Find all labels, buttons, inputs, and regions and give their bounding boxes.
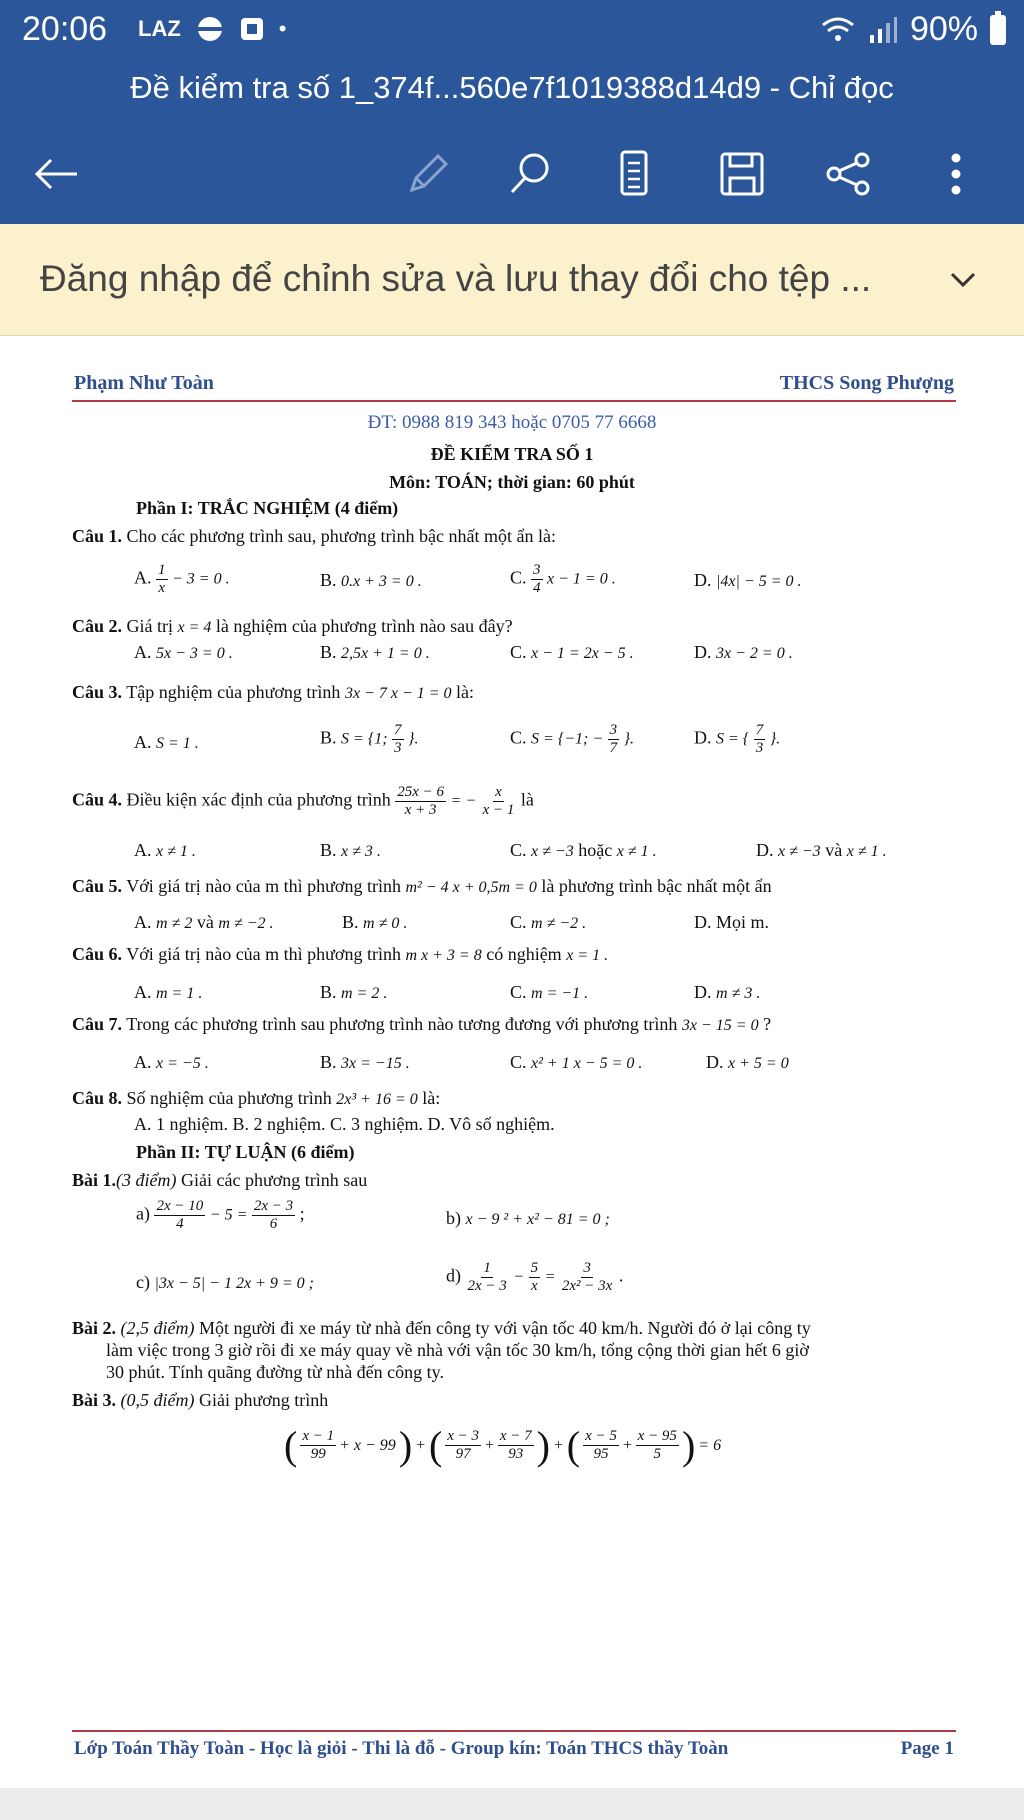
q7-option-d: D. x + 5 = 0 bbox=[706, 1052, 789, 1072]
q7-option-c: C. x² + 1 x − 5 = 0 . bbox=[510, 1052, 643, 1072]
phone-line: ĐT: 0988 819 343 hoặc 0705 77 6668 bbox=[367, 412, 657, 433]
q6-option-a: A. m = 1 . bbox=[134, 982, 203, 1002]
q1-option-a: A. $\frac{1}{x}$ − 3 = 0 . bbox=[134, 562, 230, 596]
q5-option-b: B. m ≠ 0 . bbox=[342, 912, 408, 932]
square-icon bbox=[239, 16, 265, 42]
toolbar bbox=[0, 124, 1024, 224]
document-title: Đề kiểm tra số 1_374f...560e7f1019388d14d9 - Chỉ đọc bbox=[0, 64, 1024, 124]
q2-option-a: A. 5x − 3 = 0 . bbox=[134, 642, 233, 662]
question-6: Câu 6. Với giá trị nào của m thì phương trình m x + 3 = 8 có nghiệm x = 1 . bbox=[72, 944, 609, 964]
header-rule bbox=[72, 400, 956, 402]
question-5: Câu 5. Với giá trị nào của m thì phương trình m² − 4 x + 0,5m = 0 là phương trình bậc nhất một ẩn bbox=[72, 876, 772, 896]
q2-option-b: B. 2,5x + 1 = 0 . bbox=[320, 642, 430, 662]
signal-icon bbox=[868, 15, 898, 45]
exercise-1: Bài 1.(3 điểm) Giải các phương trình sau bbox=[72, 1170, 368, 1190]
pen-icon[interactable] bbox=[398, 144, 458, 204]
document-page bbox=[0, 336, 1024, 1788]
q1-option-c: C. $\frac{3}{4}$ x − 1 = 0 . bbox=[510, 562, 616, 596]
header-school: THCS Song Phượng bbox=[779, 372, 954, 394]
ex1-part-d: d) $\frac{1}{2x - 3}$ − $\frac{5}{x}$ = $\frac{3}{\text{2x² − 3x}}$ . bbox=[446, 1260, 624, 1294]
q4-option-b: B. x ≠ 3 . bbox=[320, 840, 381, 860]
back-arrow-icon[interactable] bbox=[26, 144, 86, 204]
exam-subject: Môn: TOÁN; thời gian: 60 phút bbox=[389, 472, 635, 492]
share-icon[interactable] bbox=[818, 144, 878, 204]
status-bar bbox=[0, 0, 1024, 64]
q3-option-a: A. S = 1 . bbox=[134, 732, 199, 752]
q6-option-d: D. m ≠ 3 . bbox=[694, 982, 761, 1002]
reader-view-icon[interactable] bbox=[604, 144, 664, 204]
question-4: Câu 4. Điều kiện xác định của phương trình $\frac{25x - 6}{x + 3}$ = − $\frac{x}{x - 1}$ là bbox=[72, 784, 534, 818]
part2-heading: Phần II: TỰ LUẬN (6 điểm) bbox=[136, 1142, 355, 1162]
q1-option-d: D. |4x| − 5 = 0 . bbox=[694, 570, 802, 590]
q5-option-a: A. m ≠ 2 và m ≠ −2 . bbox=[134, 912, 274, 932]
battery-icon bbox=[990, 15, 1006, 45]
sign-in-banner[interactable] bbox=[0, 224, 1024, 336]
status-time: 20:06 bbox=[22, 10, 108, 48]
q8-answers: A. 1 nghiệm. B. 2 nghiệm. C. 3 nghiệm. D. Vô số nghiệm. bbox=[134, 1114, 555, 1134]
q6-option-b: B. m = 2 . bbox=[320, 982, 388, 1002]
header-author: Phạm Như Toàn bbox=[74, 372, 214, 394]
footer-rule bbox=[72, 1730, 956, 1732]
ex1-part-b: b) x − 9 ² + x² − 81 = 0 ; bbox=[446, 1208, 610, 1228]
circle-icon bbox=[195, 14, 225, 44]
more-icon[interactable] bbox=[926, 144, 986, 204]
battery-level: 90% bbox=[909, 10, 978, 48]
exercise-3: Bài 3. (0,5 điểm) Giải phương trình bbox=[72, 1390, 329, 1410]
ex3-equation: ( $\frac{x - 1}{99}$ + x − 99 ) + ( $\frac{x - 3}{97}$ + $\frac{x - 7}{93}$ ) + ( $\frac{x - 5}{95}$ + $\frac{x - 95}{5}$ ) = 6 bbox=[284, 1423, 722, 1468]
q3-option-c: C. S = {−1; − $\frac{3}{7}$ }. bbox=[510, 722, 635, 756]
q4-option-d: D. x ≠ −3 và x ≠ 1 . bbox=[756, 840, 887, 860]
banner-message: Đăng nhập để chỉnh sửa và lưu thay đổi cho tệp ... bbox=[40, 258, 872, 299]
q6-option-c: C. m = −1 . bbox=[510, 982, 589, 1002]
search-icon[interactable] bbox=[500, 144, 560, 204]
q3-option-d: D. S = { $\frac{7}{3}$ }. bbox=[694, 722, 781, 756]
exercise-2-line2: làm việc trong 3 giờ rồi đi xe máy quay về nhà với vận tốc 30 km/h, tổng cộng thời gian hết 6 giờ bbox=[106, 1340, 809, 1360]
q2-option-c: C. x − 1 = 2x − 5 . bbox=[510, 642, 634, 662]
q7-option-a: A. x = −5 . bbox=[134, 1052, 209, 1072]
question-2: Câu 2. Giá trị x = 4 là nghiệm của phương trình nào sau đây? bbox=[72, 616, 513, 636]
question-8: Câu 8. Số nghiệm của phương trình 2x³ + 16 = 0 là: bbox=[72, 1088, 441, 1108]
q5-option-d: D. Mọi m. bbox=[694, 912, 770, 932]
part1-heading: Phần I: TRẮC NGHIỆM (4 điểm) bbox=[136, 498, 399, 518]
q4-option-c: C. x ≠ −3 hoặc x ≠ 1 . bbox=[510, 840, 657, 860]
wifi-icon bbox=[820, 15, 856, 45]
exam-title: ĐỀ KIỂM TRA SỐ 1 bbox=[430, 444, 594, 464]
exercise-2: Bài 2. (2,5 điểm) Một người đi xe máy từ nhà đến công ty với vận tốc 40 km/h. Người đó ở lại công ty bbox=[72, 1318, 811, 1338]
question-1: Câu 1. Cho các phương trình sau, phương trình bậc nhất một ẩn là: bbox=[72, 526, 556, 546]
laz-icon: LAZ bbox=[138, 16, 181, 41]
ex1-part-c: c) |3x − 5| − 1 2x + 9 = 0 ; bbox=[136, 1272, 314, 1292]
question-3: Câu 3. Tập nghiệm của phương trình 3x − 7 x − 1 = 0 là: bbox=[72, 682, 475, 702]
dot-icon: • bbox=[278, 16, 287, 41]
question-7: Câu 7. Trong các phương trình sau phương trình nào tương đương với phương trình 3x − 15 = 0 ? bbox=[72, 1014, 772, 1034]
chevron-down-icon[interactable] bbox=[946, 262, 980, 296]
exercise-2-line3: 30 phút. Tính quãng đường từ nhà đến công ty. bbox=[106, 1362, 444, 1382]
q7-option-b: B. 3x = −15 . bbox=[320, 1052, 410, 1072]
q1-option-b: B. 0.x + 3 = 0 . bbox=[320, 570, 422, 590]
q4-option-a: A. x ≠ 1 . bbox=[134, 840, 196, 860]
footer-text: Lớp Toán Thầy Toàn - Học là giỏi - Thi là đỗ - Group kín: Toán THCS thầy Toàn bbox=[74, 1738, 729, 1759]
ex1-part-a: a) $\frac{2x - 10}{4}$ − 5 = $\frac{2x - 3}{6}$ ; bbox=[136, 1198, 305, 1232]
q2-option-d: D. 3x − 2 = 0 . bbox=[694, 642, 793, 662]
save-icon[interactable] bbox=[712, 144, 772, 204]
page-number: Page 1 bbox=[900, 1738, 954, 1759]
q3-option-b: B. S = {1; $\frac{7}{3}$ }. bbox=[320, 722, 419, 756]
q5-option-c: C. m ≠ −2 . bbox=[510, 912, 587, 932]
bottom-gap bbox=[0, 1788, 1024, 1820]
